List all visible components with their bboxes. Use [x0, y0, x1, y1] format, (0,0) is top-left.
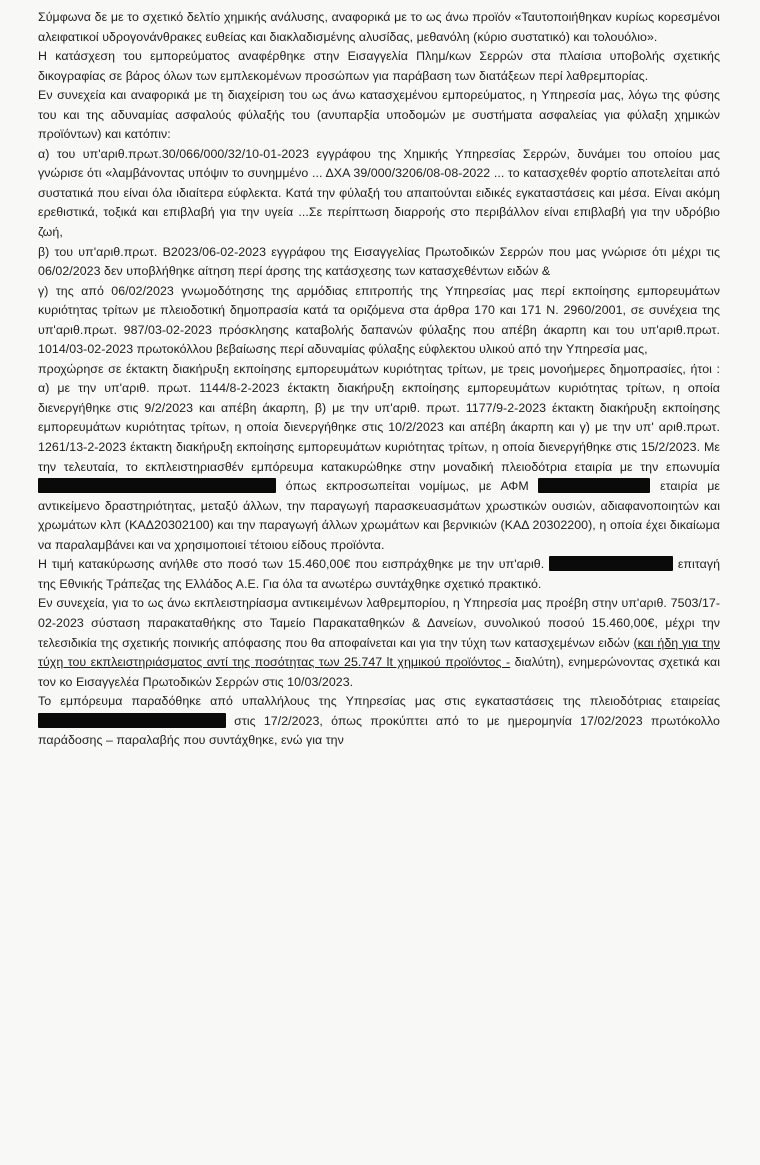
redaction-box [38, 713, 226, 728]
text-run: α) του υπ'αριθ.πρωτ.30/066/000/32/10-01-2023 εγγράφου της Χημικής Υπηρεσίας Σερρών, δυνάμει του οποίου μας γνώρισε ότι «λαμβάνοντας υπόψιν το συνημμένο ... ΔΧΑ 39/000/3206/08-08-2022 ... το κατασχεθέν φορτίο αποτελείται από συστατικά που είναι όλα ιδιαίτερα εύφλεκτα. Κατά την φύλαξή του απαιτούνται ειδικές εγκαταστάσεις και μέσα. Είναι ακόμη ερεθιστικά, τοξικά και επιβλαβή για την υγεία ...Σε περίπτωση διαρροής στο περιβάλλον είναι επιβλαβή για την υδρόβιο ζωή, [38, 146, 720, 240]
paragraph-p8 [38, 555, 720, 594]
paragraph-p10 [38, 692, 720, 751]
text-run: διαλύτη), ενημερώνοντας σχετικά και τον κο Εισαγγελέα Πρωτοδικών Σερρών στις 10/03/2023. [38, 655, 720, 689]
paragraph-p7 [38, 360, 720, 555]
text-run: προχώρησε σε έκτακτη διακήρυξη εκποίησης εμπορευμάτων κυριότητας τρίτων, με τρεις μονοήμερες δημοπρασίες, ήτοι : α) με την υπ'αριθ. πρωτ. 1144/8-2-2023 έκτακτη διακήρυξη εκποίησης εμπορευμάτων κυριότητας τρίτων, η οποία διενεργήθηκε στις 9/2/2023 και απέβη άκαρπη, β) με την υπ'αριθ. πρωτ. 1177/9-2-2023 έκτακτη διακήρυξη εκποίησης εμπορευμάτων κυριότητας τρίτων, η οποία διενεργήθηκε στις 10/2/2023 και απέβη άκαρπη και γ) με την υπ' αριθ.πρωτ. 1261/13-2-2023 έκτακτη διακήρυξη εκποίησης εμπορευμάτων κυριότητας τρίτων, η οποία διενεργήθηκε στις 15/2/2023. Με την τελευταία, το εκπλειστηριασθέν εμπόρευμα κατακυρώθηκε στην μοναδική πλειοδότρια εταιρία με την επωνυμία [38, 361, 720, 474]
redaction-box [38, 478, 276, 493]
paragraph-p6 [38, 282, 720, 360]
text-run: γ) της από 06/02/2023 γνωμοδότησης της αρμόδιας επιτροπής της Υπηρεσίας μας περί εκποίησης εμπορευμάτων κυριότητας τρίτων με πλειοδοτική δημοπρασία κατά τα οριζόμενα στα άρθρα 170 και 171 Ν. 2960/2001, σε συνέχεια της υπ'αριθ.πρωτ. 987/03-02-2023 πρόσκλησης καταβολής δαπανών φύλαξης που απέβη άκαρπη και του υπ'αριθ.πρωτ. 1014/03-02-2023 πρωτοκόλλου βεβαίωσης περί αδυναμίας φύλαξης εύφλεκτου υλικού από την Υπηρεσία μας, [38, 283, 720, 357]
paragraph-p3 [38, 86, 720, 145]
paragraph-p1 [38, 8, 720, 47]
text-run: Εν συνεχεία και αναφορικά με τη διαχείριση του ως άνω κατασχεμένου εμπορεύματος, η Υπηρεσία μας, λόγω της φύσης του και της αδυναμίας ασφαλούς φύλαξής του (ανυπαρξία υποδομών με συστήματα ασφαλείας για φύλαξη χημικών προϊόντων) και κατόπιν: [38, 88, 720, 142]
text-run: Η κατάσχεση του εμπορεύματος αναφέρθηκε στην Εισαγγελία Πλημ/κων Σερρών στα πλαίσια υποβολής σχετικής δικογραφίας σε βάρος όλων των εμπλεκομένων προσώπων για παράβαση των διατάξεων περί λαθρεμπορίας. [38, 49, 720, 83]
paragraph-p4 [38, 145, 720, 243]
paragraph-p2 [38, 47, 720, 86]
paragraph-p9 [38, 594, 720, 692]
text-run: όπως εκπροσωπείται νομίμως, με ΑΦΜ [276, 479, 539, 494]
text-run: Η τιμή κατακύρωσης ανήλθε στο ποσό των 15.460,00€ που εισπράχθηκε με την υπ'αριθ. [38, 557, 550, 572]
text-run: β) του υπ'αριθ.πρωτ. Β2023/06-02-2023 εγγράφου της Εισαγγελίας Πρωτοδικών Σερρών που μας γνώρισε ότι μέχρι τις 06/02/2023 δεν υποβλήθηκε αίτηση περί άρσης της κατάσχεσης των κατασχεθέντων ειδών & [38, 244, 720, 279]
underlined-text: (και ήδη για την τύχη του εκπλειστηριάσματος αντί της ποσότητας των 25.747 lt χημικού προϊόντος - [38, 635, 720, 670]
redaction-box [538, 478, 650, 493]
text-run: στις 17/2/2023, όπως προκύπτει από το με ημερομηνία 17/02/2023 πρωτόκολλο παράδοσης – παραλαβής που συντάχθηκε, ενώ για την [38, 713, 720, 748]
text-run: εταιρία με αντικείμενο δραστηριότητας, μεταξύ άλλων, την παραγωγή παρασκευασμάτων χρωστικών ουσιών, αδιαφανοποιητών και χρωμάτων κλπ (ΚΑΔ20302100) και την παραγωγή άλλων χρωμάτων και βερνικιών (ΚΑΔ 20302200), η οποία έχει δικαίωμα να παραλαμβάνει και να χρησιμοποιεί τέτοιου είδους προϊόντα. [38, 479, 720, 552]
text-run: Το εμπόρευμα παραδόθηκε από υπαλλήλους της Υπηρεσίας μας στις εγκαταστάσεις της πλειοδότριας εταιρείας [38, 694, 720, 709]
paragraph-p5 [38, 243, 720, 282]
text-run: Σύμφωνα δε με το σχετικό δελτίο χημικής ανάλυσης, αναφορικά με το ως άνω προϊόν «Ταυτοποιήθηκαν κυρίως κορεσμένοι αλειφατικοί υδρογονάνθρακες ευθείας και διακλαδισμένης αλυσίδας, μεθανόλη (κύριο συστατικό) και τολουόλιο». [38, 10, 720, 44]
text-run: Εν συνεχεία, για το ως άνω εκπλειστηρίασμα αντικειμένων λαθρεμπορίου, η Υπηρεσία μας προέβη στην υπ'αριθ. 7503/17-02-2023 σύσταση παρακαταθήκης στο Ταμείο Παρακαταθηκών & Δανείων, συνολικού ποσού 15.460,00€, μέχρι την τελεσιδικία της σχετικής ποινικής απόφασης που θα αποφαίνεται και για την τύχη των κατασχεμένων ειδών [38, 596, 720, 650]
text-run: επιταγή της Εθνικής Τράπεζας της Ελλάδος Α.Ε. Για όλα τα ανωτέρω συντάχθηκε σχετικό πρακτικό. [38, 557, 721, 591]
redaction-box [549, 556, 673, 571]
